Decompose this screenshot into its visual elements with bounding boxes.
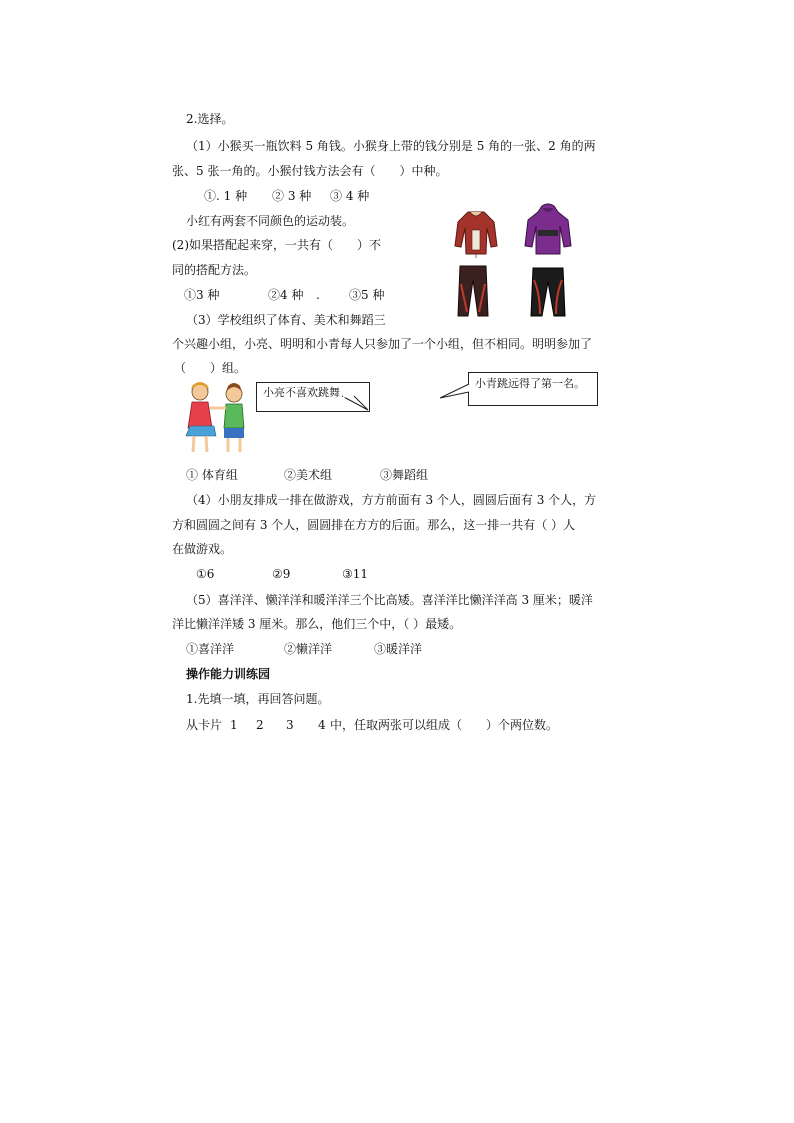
speech-bubble-left-tail	[340, 396, 370, 412]
q3-option-2: ②美术组	[284, 468, 333, 482]
q3-option-3: ③舞蹈组	[380, 468, 429, 482]
q1-line1: （1）小猴买一瓶饮料 5 角钱。小猴身上带的钱分别是 5 角的一张、2 角的两	[186, 139, 596, 153]
speech-bubble-right	[468, 372, 598, 406]
purple-jacket-image	[524, 204, 572, 256]
q5-line1: （5）喜洋洋、懒洋洋和暖洋洋三个比高矮。喜洋洋比懒洋洋高 3 厘米；暖洋	[186, 593, 593, 607]
ops-cards-prefix: 从卡片	[186, 718, 223, 732]
speech-bubble-right-text: 小青跳远得了第一名。	[475, 377, 585, 390]
card-1: 1	[230, 718, 238, 732]
red-pants-image	[456, 264, 490, 318]
q4-line3: 在做游戏。	[172, 542, 233, 556]
q4-option-2: ②9	[272, 567, 291, 581]
q3-line1: （3）学校组织了体育、美术和舞蹈三	[186, 313, 386, 327]
q3-line3: （ ）组。	[174, 361, 247, 375]
two-girls-image	[180, 378, 256, 458]
card-2: 2	[256, 718, 264, 732]
q4-line1: （4）小朋友排成一排在做游戏，方方前面有 3 个人，圆圆后面有 3 个人，方	[186, 493, 597, 507]
q2-line2: 同的搭配方法。	[172, 263, 257, 277]
q5-option-3: ③暖洋洋	[374, 642, 423, 656]
q1-option-1: ①. 1 种	[204, 189, 248, 203]
q5-option-1: ①喜洋洋	[186, 642, 235, 656]
card-3: 3	[286, 718, 294, 732]
q2-option-3: ③5 种	[349, 288, 385, 302]
q2-intro: 小红有两套不同颜色的运动装。	[186, 214, 355, 228]
section-title-ops: 操作能力训练园	[186, 667, 271, 681]
ops-q1-title: 1.先填一填，再回答问题。	[186, 692, 330, 706]
red-jacket-image	[454, 208, 498, 258]
q3-line2: 个兴趣小组，小亮、明明和小青每人只参加了一个小组，但不相同。明明参加了	[172, 337, 593, 351]
q1-option-2: ② 3 种	[272, 189, 312, 203]
q2-option-dot: .	[316, 288, 320, 302]
ops-cards-suffix: 中，任取两张可以组成（ ）个两位数。	[330, 718, 559, 732]
q2-line1: (2)如果搭配起来穿，一共有（ ）不	[172, 238, 381, 252]
q3-option-1: ① 体育组	[186, 468, 238, 482]
black-pants-image	[530, 266, 566, 318]
q4-option-1: ①6	[196, 567, 215, 581]
q2-option-1: ①3 种	[184, 288, 220, 302]
section-title-choose: 2.选择。	[186, 112, 234, 126]
q5-line2: 洋比懒洋洋矮 3 厘米。那么，他们三个中，（ ）最矮。	[172, 617, 462, 631]
speech-bubble-right-tail	[440, 382, 470, 402]
q1-option-3: ③ 4 种	[330, 189, 370, 203]
q1-line2: 张、5 张一角的。小猴付钱方法会有（ ）中种。	[172, 164, 448, 178]
q4-option-3: ③11	[342, 567, 369, 581]
q5-option-2: ②懒洋洋	[284, 642, 333, 656]
card-4: 4	[318, 718, 326, 732]
q2-option-2: ②4 种	[268, 288, 304, 302]
speech-bubble-left-text: 小亮不喜欢跳舞	[263, 386, 340, 399]
q4-line2: 方和圆圆之间有 3 个人，圆圆排在方方的后面。那么，这一排一共有（ ）人	[172, 518, 576, 532]
